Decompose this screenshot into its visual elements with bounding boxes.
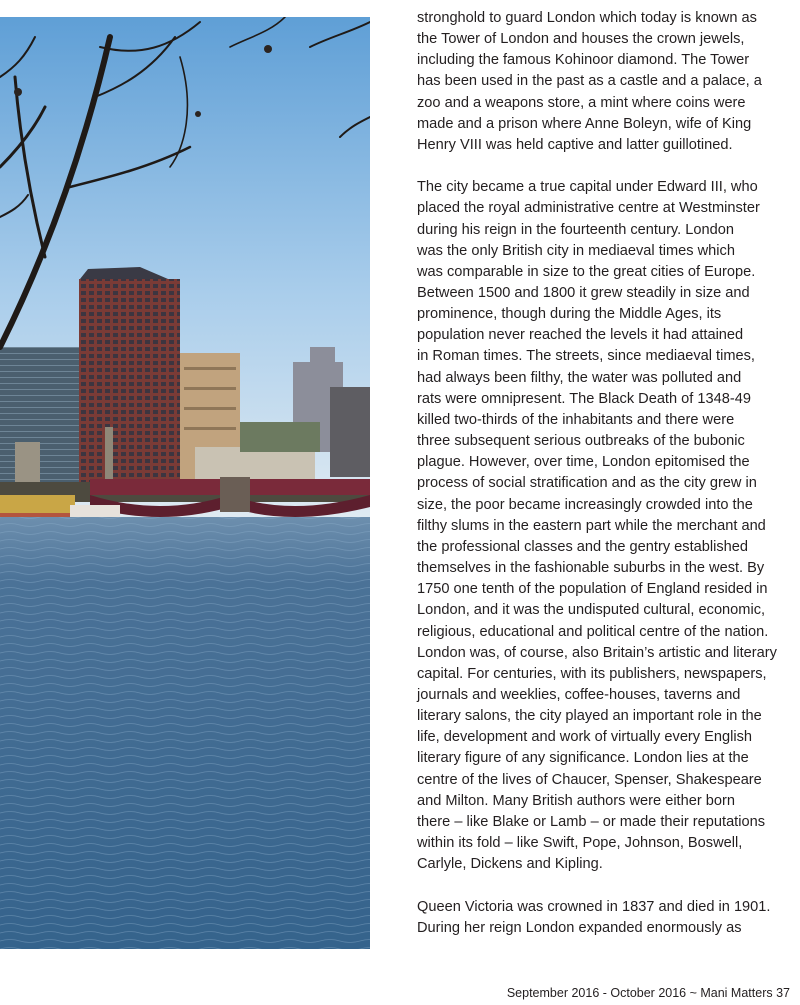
- paragraph-tower: [417, 8, 777, 156]
- text-line: in Roman times. The streets, since mediaeval times,: [417, 348, 755, 365]
- text-line: During her reign London expanded enormously as: [417, 919, 742, 936]
- article-text: [417, 8, 777, 960]
- thames-photo: [0, 17, 370, 949]
- text-line: within its fold – like Swift, Pope, Johnson, Boswell,: [417, 835, 743, 852]
- text-line: was comparable in size to the great cities of Europe.: [417, 263, 756, 280]
- page-footer: September 2016 - October 2016 ~ Mani Matters 37: [506, 986, 790, 1000]
- text-line: literary figure of any significance. London lies at the: [417, 750, 749, 767]
- text-line: made and a prison where Anne Boleyn, wife of King: [417, 115, 752, 132]
- text-line: size, the poor became increasingly crowded into the: [417, 496, 753, 513]
- text-line: process of social stratification and as the city grew in: [417, 475, 757, 492]
- text-line: London, and it was the undisputed cultural, economic,: [417, 602, 766, 619]
- text-line: prominence, though during the Middle Ages, its: [417, 306, 722, 323]
- text-line: stronghold to guard London which today is known as: [417, 10, 757, 26]
- text-line: Carlyle, Dickens and Kipling.: [417, 856, 603, 873]
- text-line: rats were omnipresent. The Black Death of 1348-49: [417, 390, 751, 407]
- text-line: life, development and work of virtually every English: [417, 729, 753, 746]
- text-line: capital. For centuries, with its publishers, newspapers,: [417, 665, 767, 682]
- paragraph-victoria: [417, 897, 777, 939]
- text-line: killed two-thirds of the inhabitants and there were: [417, 411, 735, 428]
- text-line: population never reached the levels it had attained: [417, 327, 744, 344]
- text-line: during his reign in the fourteenth century. London: [417, 221, 734, 238]
- text-line: was the only British city in mediaeval times which: [417, 242, 735, 259]
- text-line: zoo and a weapons store, a mint where coins were: [417, 94, 746, 111]
- text-line: the Tower of London and houses the crown jewels,: [417, 31, 745, 48]
- text-line: placed the royal administrative centre at Westminster: [417, 200, 760, 217]
- text-line: Henry VIII was held captive and latter guillotined.: [417, 136, 733, 153]
- text-line: themselves in the fashionable suburbs in the west. By: [417, 560, 765, 577]
- text-line: filthy slums in the eastern part while the merchant and: [417, 517, 766, 534]
- paragraph-capital: [417, 177, 777, 875]
- text-line: centre of the lives of Chaucer, Spenser, Shakespeare: [417, 771, 762, 788]
- text-line: Queen Victoria was crowned in 1837 and died in 1901.: [417, 898, 771, 915]
- text-line: London was, of course, also Britain’s artistic and literary: [417, 644, 777, 661]
- text-line: there – like Blake or Lamb – or made their reputations: [417, 813, 766, 830]
- text-line: 1750 one tenth of the population of England resided in: [417, 581, 768, 598]
- text-line: had always been filthy, the water was polluted and: [417, 369, 742, 386]
- text-line: religious, educational and political centre of the nation.: [417, 623, 769, 640]
- text-line: three subsequent serious outbreaks of the bubonic: [417, 433, 745, 450]
- text-line: and Milton. Many British authors were either born: [417, 792, 735, 809]
- text-line: literary salons, the city played an important role in the: [417, 708, 762, 725]
- text-line: has been used in the past as a castle and a palace, a: [417, 73, 762, 90]
- text-line: Between 1500 and 1800 it grew steadily in size and: [417, 285, 750, 302]
- text-line: the professional classes and the gentry established: [417, 538, 748, 555]
- text-line: including the famous Kohinoor diamond. The Tower: [417, 52, 750, 69]
- thames-riverside-image: [0, 17, 370, 949]
- text-line: journals and weeklies, coffee-houses, taverns and: [417, 686, 741, 703]
- text-line: plague. However, over time, London epitomised the: [417, 454, 750, 471]
- text-line: The city became a true capital under Edward III, who: [417, 179, 758, 196]
